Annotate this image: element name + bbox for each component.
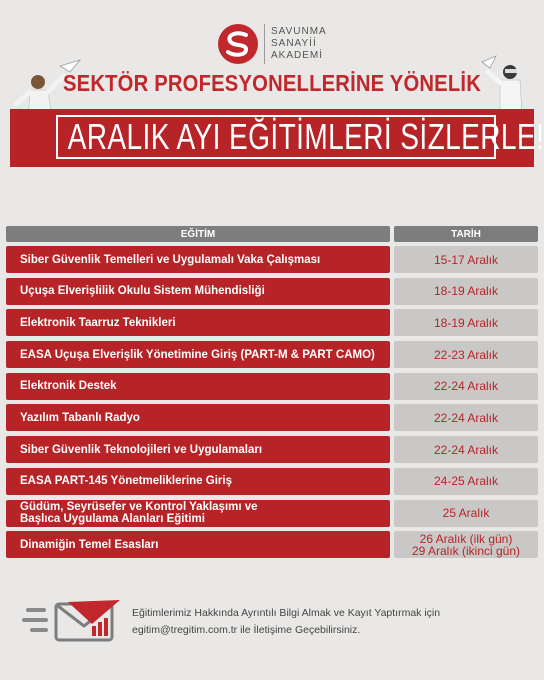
course-name: Yazılım Tabanlı Radyo [6, 404, 390, 431]
headline-banner [10, 109, 544, 167]
table-row [6, 436, 538, 463]
course-name: Dinamiğin Temel Esasları [6, 531, 390, 558]
course-name: Siber Güvenlik Temelleri ve Uygulamalı Vaka Çalışması [6, 246, 390, 273]
course-date-line-2: 29 Aralık (ikinci gün) [411, 543, 521, 558]
table-row [6, 278, 538, 305]
course-date [394, 531, 538, 558]
header-date: TARİH [394, 226, 538, 242]
table-row [6, 373, 538, 400]
logo-divider [264, 24, 265, 64]
course-date: 22-24 Aralık [394, 436, 538, 463]
table-row [6, 341, 538, 368]
course-date: 22-24 Aralık [394, 373, 538, 400]
course-name-line-1: Güdüm, Seyrüsefer ve Kontrol Yaklaşımı ve [20, 501, 258, 513]
course-name: Elektronik Taarruz Teknikleri [6, 309, 390, 336]
table-row [6, 309, 538, 336]
logo-line-3: AKADEMİ [271, 50, 324, 61]
logo-s-icon [216, 22, 260, 66]
course-name: Elektronik Destek [6, 373, 390, 400]
table-row [6, 531, 538, 558]
course-date: 15-17 Aralık [394, 246, 538, 273]
course-name: EASA Uçuşa Elverişlik Yönetimine Giriş (PART-M & PART CAMO) [6, 341, 390, 368]
headline-top: SEKTÖR PROFESYONELLERİNE YÖNELİK [63, 70, 481, 96]
training-table [6, 226, 538, 563]
contact-line-2: egitim@tregitim.com.tr ile İletişime Geçebilirsiniz. [132, 624, 361, 636]
table-header [6, 226, 538, 242]
logo-line-2: SANAYİİ [271, 38, 317, 49]
paper-plane-icon [482, 56, 496, 68]
contact-line-1: Eğitimlerimiz Hakkında Ayrıntılı Bilgi Almak ve Kayıt Yaptırmak için [132, 607, 441, 619]
mail-send-icon [22, 600, 122, 644]
banner-title: ARALIK AYI EĞİTİMLERİ SİZLERLE! [67, 116, 544, 157]
course-name [6, 500, 390, 527]
course-name: EASA PART-145 Yönetmeliklerine Giriş [6, 468, 390, 495]
table-row [6, 404, 538, 431]
course-date: 22-23 Aralık [394, 341, 538, 368]
table-row [6, 468, 538, 495]
table-row [6, 246, 538, 273]
course-date: 22-24 Aralık [394, 404, 538, 431]
course-name: Siber Güvenlik Teknolojileri ve Uygulamaları [6, 436, 390, 463]
course-name-line-2: Başlıca Uygulama Alanları Eğitimi [20, 513, 205, 525]
logo-line-1: SAVUNMA [271, 26, 327, 37]
table-row [6, 500, 538, 527]
logo-text [271, 26, 327, 62]
header-course: EĞİTİM [6, 226, 390, 242]
course-date: 24-25 Aralık [394, 468, 538, 495]
brand-logo [216, 22, 327, 66]
course-name: Uçuşa Elverişlilik Okulu Sistem Mühendisliği [6, 278, 390, 305]
course-date: 18-19 Aralık [394, 278, 538, 305]
course-date-line-1: 26 Aralık (ilk gün) [419, 531, 513, 546]
course-date: 25 Aralık [394, 500, 538, 527]
contact-info [132, 605, 440, 639]
course-date: 18-19 Aralık [394, 309, 538, 336]
